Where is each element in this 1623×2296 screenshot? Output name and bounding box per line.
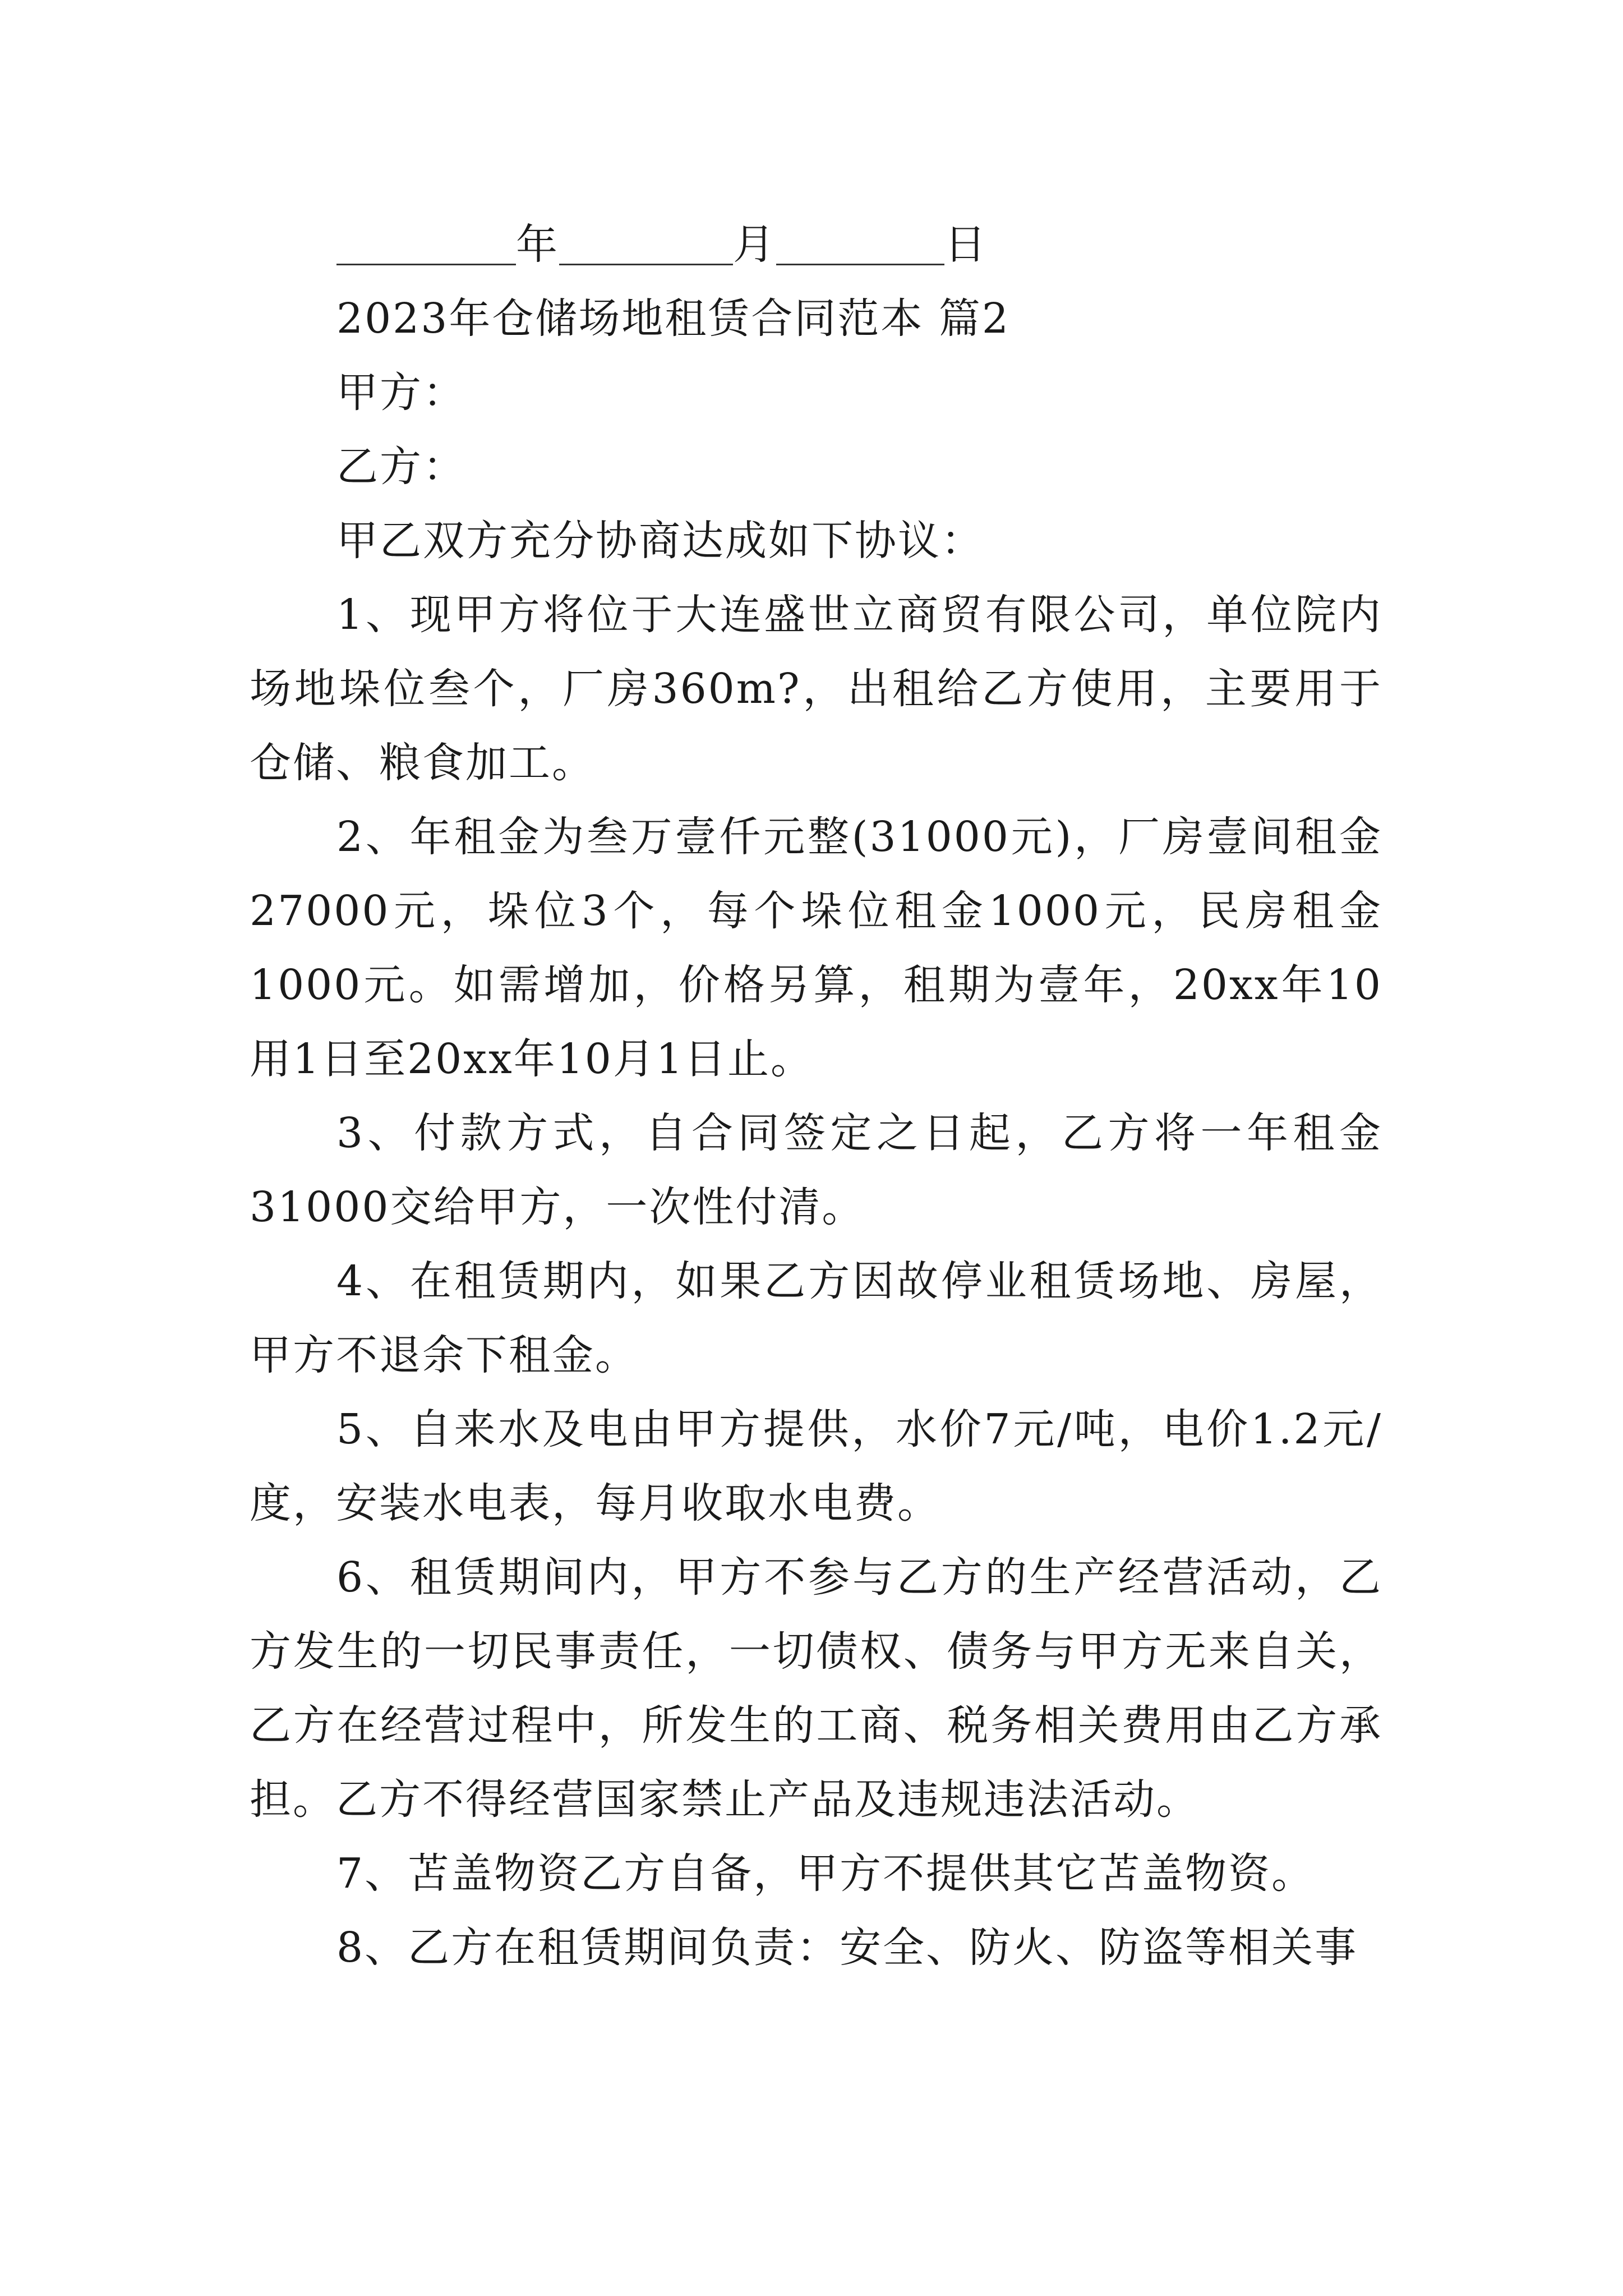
agreement-intro: 甲乙双方充分协商达成如下协议：	[336, 517, 984, 565]
document-body	[250, 208, 1382, 1985]
clause-2: 2、年租金为叁万壹仟元整(31000元)，厂房壹间租金27000元，垛位3个，每个垛位租金1000元，民房租金1000元。如需增加，价格另算，租期为壹年，20xx年10用1日至20xx年10月1日止。	[250, 813, 1382, 1083]
party-a-label: 甲方：	[336, 369, 466, 417]
day-label: 日	[944, 220, 988, 269]
clause-3: 3、付款方式，自合同签定之日起，乙方将一年租金31000交给甲方，一次性付清。	[250, 1109, 1382, 1231]
year-blank	[336, 208, 516, 265]
month-blank	[559, 208, 733, 265]
month-label: 月	[733, 220, 776, 269]
date-line	[250, 208, 1382, 282]
year-label: 年	[516, 220, 559, 269]
clause-6: 6、租赁期间内，甲方不参与乙方的生产经营活动，乙方发生的一切民事责任，一切债权、债务与甲方无来自关，乙方在经营过程中，所发生的工商、税务相关费用由乙方承担。乙方不得经营国家禁止产品及违规违法活动。	[250, 1553, 1382, 1824]
clause-7: 7、苫盖物资乙方自备，甲方不提供其它苫盖物资。	[336, 1849, 1315, 1898]
document-title: 2023年仓储场地租赁合同范本 篇2	[336, 295, 1010, 343]
clause-4: 4、在租赁期内，如果乙方因故停业租赁场地、房屋，甲方不退余下租金。	[250, 1257, 1382, 1379]
day-blank	[776, 208, 944, 265]
clause-1: 1、现甲方将位于大连盛世立商贸有限公司，单位院内场地垛位叁个，厂房360m?，出租给乙方使用，主要用于仓储、粮食加工。	[250, 591, 1382, 787]
clause-8: 8、乙方在租赁期间负责：安全、防火、防盗等相关事	[336, 1924, 1358, 1972]
party-b-label: 乙方：	[336, 443, 466, 491]
clause-5: 5、自来水及电由甲方提供，水价7元/吨，电价1.2元/度，安装水电表，每月收取水电费。	[250, 1405, 1382, 1527]
